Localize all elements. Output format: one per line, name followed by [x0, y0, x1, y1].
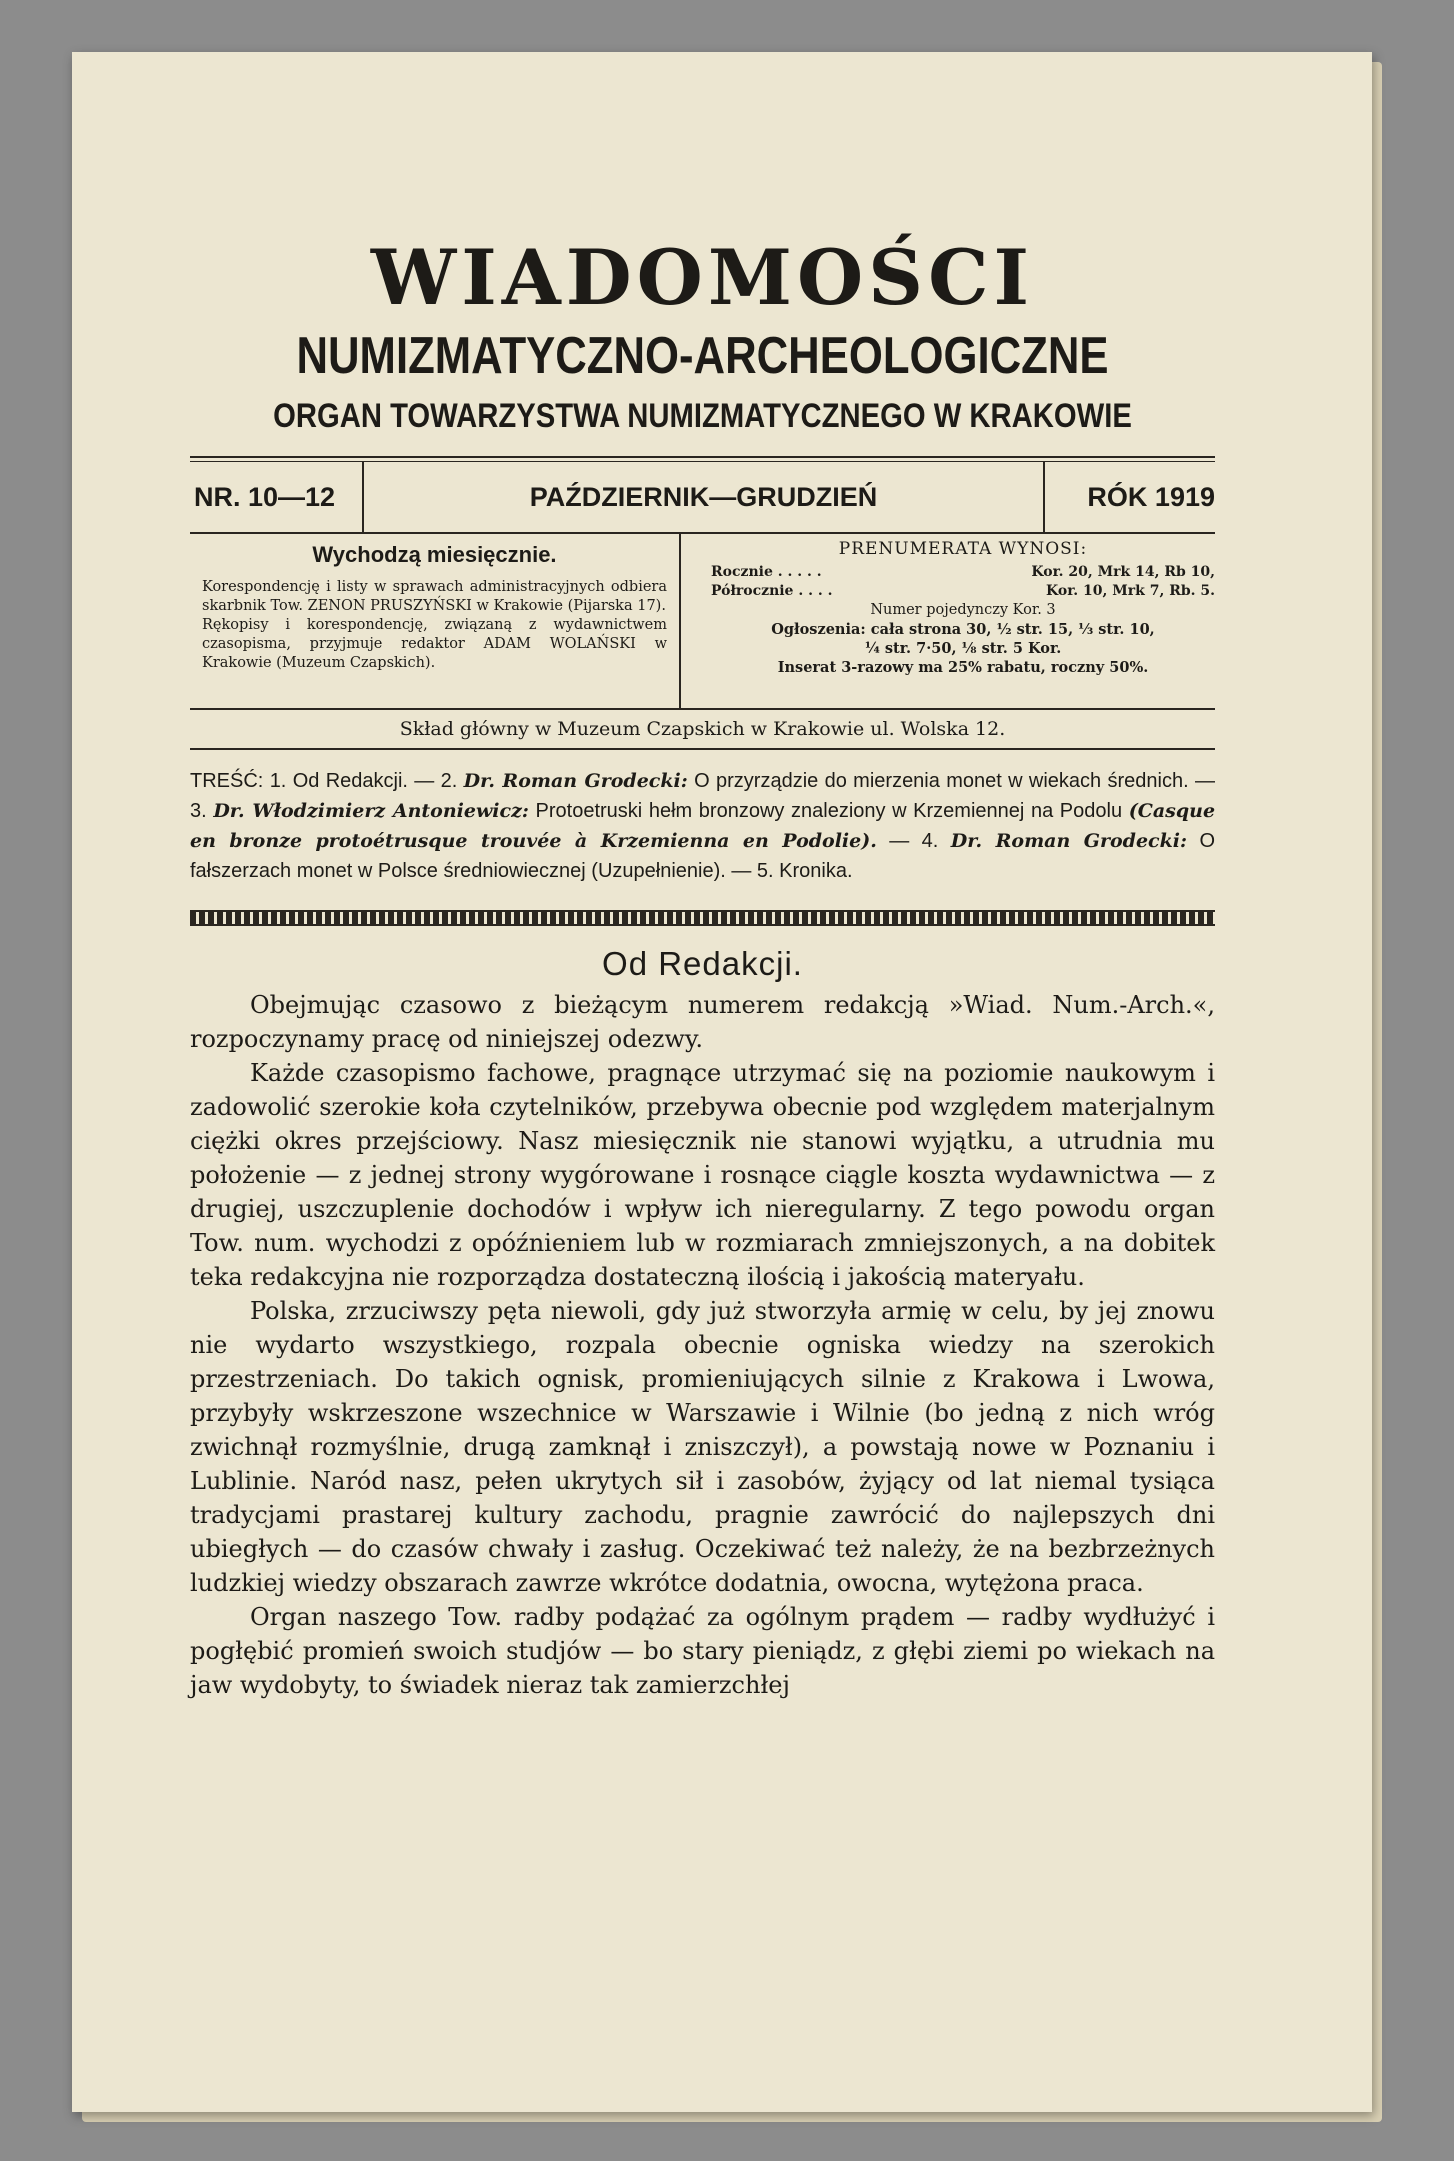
article-paragraph: Każde czasopismo fachowe, pragnące utrzymać się na poziomie naukowym i zadowolić szerokie koła czytelników, przebywa obecnie pod względem materjalnym ciężki okres przejściowy. Nasz miesięcznik nie stanowi wyjątku, a utrudnia mu położenie — z jednej strony wygórowane i rosnące ciągle koszta wydawnictwa — z drugiej, uszczuplenie dochodów i wpływ ich nieregularny. Z tego powodu organ Tow. num. wychodzi z opóźnieniem lub w rozmiarach zmniejszonych, a na dobitek teka redakcyjna nie rozporządza dostateczną ilością i jakością materyału. — [190, 1059, 1215, 1291]
annual-price-row — [711, 563, 1215, 582]
single-issue-price: Numer pojedynczy Kor. 3 — [870, 602, 1056, 618]
article-paragraph: Organ naszego Tow. radby podążać za ogólnym prądem — radby wydłużyć i pogłębić promień swoich studjów — bo stary pieniądz, z głębi ziemi po wiekach na jaw wydobyty, to świadek nieraz tak zamierzchłej — [190, 1603, 1215, 1699]
half-year-price-row — [711, 582, 1215, 601]
ads-price-2: ¼ str. 7·50, ⅛ str. 5 Kor. — [864, 640, 1062, 657]
issue-months: PAŹDZIERNIK—GRUDZIEŃ — [364, 462, 1045, 532]
issue-year: RÓK 1919 — [1087, 481, 1215, 512]
journal-subtitle: NUMIZMATYCZNO-ARCHEOLOGICZNE — [296, 327, 1109, 385]
toc-text-3: Protoetruski hełm bronzowy znaleziony w Krzemiennej na Podolu — [535, 800, 1123, 822]
toc-author-2: Dr. Włodzimierz Antoniewicz: — [213, 800, 529, 822]
subscription-heading: PRENUMERATA WYNOSI: — [838, 539, 1088, 559]
issue-number: NR. 10—12 — [190, 462, 364, 532]
half-year-price: Kor. 10, Mrk 7, Rb. 5. — [1046, 583, 1215, 599]
toc-text-2: O przyrządzie do mierzenia monet w wiekach średnich. — 3. — [190, 770, 1215, 822]
article-body — [190, 988, 1215, 1702]
issue-bar — [190, 462, 1215, 532]
info-block — [190, 534, 1215, 708]
journal-organ-line: ORGAN TOWARZYSTWA NUMIZMATYCZNEGO W KRAKOWIE — [273, 397, 1132, 435]
annual-label: Rocznie . . . . . — [711, 564, 822, 580]
article-paragraph: Obejmując czasowo z bieżącym numerem redakcją »Wiad. Num.-Arch.«, rozpoczynamy pracę od niniejszej odezwy. — [190, 991, 1215, 1053]
frequency-heading: Wychodzą miesięcznie. — [312, 542, 557, 567]
toc-text-5: O fałszerzach monet w Polsce średniowiecznej (Uzupełnienie). — 5. Kronika. — [190, 830, 1216, 882]
publication-info — [190, 534, 681, 708]
ornamental-divider — [190, 910, 1215, 926]
toc-author-3: Dr. Roman Grodecki: — [950, 830, 1188, 852]
annual-price: Kor. 20, Mrk 14, Rb 10, — [1031, 564, 1215, 580]
toc-text-4: — 4. — [889, 830, 939, 852]
page-content — [190, 232, 1215, 1702]
ads-discount: Inserat 3-razowy ma 25% rabatu, roczny 50%. — [777, 659, 1149, 676]
article-heading: Od Redakcji. — [602, 945, 803, 982]
treasurer-note: Korespondencję i listy w sprawach administracyjnych odbiera skarbnik Tow. ZENON PRUSZYŃSKI w Krakowie (Pijarska 17). — [202, 579, 667, 614]
toc-text-1: 1. Od Redakcji. — 2. — [269, 770, 458, 792]
journal-title: WIADOMOŚCI — [370, 233, 1035, 322]
half-year-label: Półrocznie . . . . — [711, 583, 833, 599]
toc-french-title: (Casque en bronze protoétrusque trouvée à Krzemienna en Podolie). — [190, 800, 1216, 852]
toc-label: TREŚĆ: — [190, 770, 264, 792]
article-paragraph: Polska, zrzuciwszy pęta niewoli, gdy już stworzyła armię w celu, by jej znowu nie wydarto wszystkiego, rozpala obecnie ogniska wiedzy na szerokich przestrzeniach. Do takich ognisk, promieniujących silnie z Krakowa i Lwowa, przybyły wskrzeszone wszechnice w Warszawie i Wilnie (bo jedną z nich wróg zwichnął rozmyślnie, drugą zamknął i zniszczył), a powstają nowe w Poznaniu i Lublinie. Naród nasz, pełen ukrytych sił i zasobów, żyjący od lat niemal tysiąca tradycjami prastarej kultury zachodu, pragnie zawrócić do najlepszych dni ubiegłych — do czasów chwały i zasług. Oczekiwać też należy, że na bezbrzeżnych ludzkiej wiedzy obszarach zawrze wkrótce dodatnia, owocna, wytężona praca. — [190, 1297, 1215, 1597]
ads-price-1: Ogłoszenia: cała strona 30, ½ str. 15, ⅓ str. 10, — [771, 621, 1155, 638]
toc-author-1: Dr. Roman Grodecki: — [463, 770, 688, 792]
journal-page — [72, 52, 1372, 2112]
table-of-contents — [190, 766, 1215, 886]
main-depot-line: Skład główny w Muzeum Czapskich w Krakowie ul. Wolska 12. — [190, 708, 1215, 750]
subscription-info — [681, 534, 1215, 708]
editor-note: Rękopisy i korespondencję, związaną z wydawnictwem czasopisma, przyjmuje redaktor ADAM WOLAŃSKI w Krakowie (Muzeum Czapskich). — [202, 617, 667, 671]
